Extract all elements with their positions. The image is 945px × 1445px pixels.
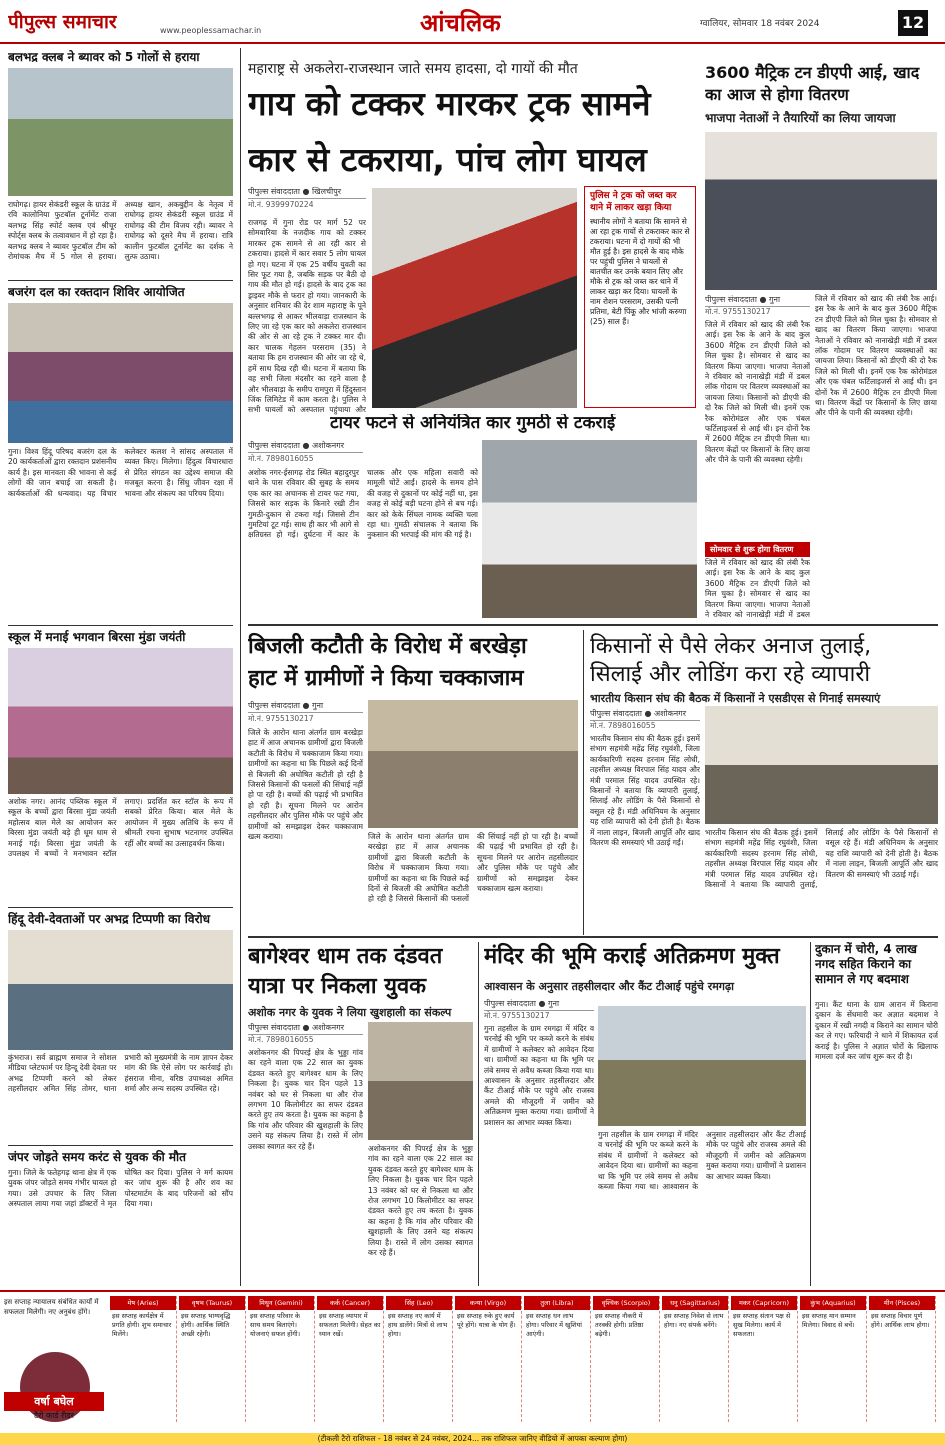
mid-story4-headline-line1: बागेश्वर धाम तक दंडवत <box>248 944 443 969</box>
mid-story2-headline-line2: हाट में ग्रामीणों ने किया चक्काजाम <box>248 666 524 691</box>
horoscope-footer: (टीकली टैरो राशिफल - 18 नवंबर से 24 नवंबर, 2024... तक राशिफल जानिए वीडियो में आपका कल्याण होगा) <box>0 1433 945 1445</box>
divider <box>8 625 233 626</box>
left-story3-body: अशोक नगर। आनंद पब्लिक स्कूल में स्कूल के बच्चों द्वारा बिरसा मुंडा जयंती महोत्सव बाल मेले का आयोजन कर बिरसा मुंडा जयंती बड़े ही धूम धाम से मनाई गई। बिरसा मुंडा जयंती के उपलक्ष्य में बच्चों ने मनभावन स्टॉल लगाए। प्रदर्शित कर स्टॉल के रूप में सबको प्रेरित किया। बाल मेले के आयोजन में मुख्य अतिथि के रूप में श्रीमती रचना सुभाष भटनागर उपस्थित रहीं और बच्चों का उत्साहवर्धन किया। <box>8 797 233 859</box>
lead-headline-line2: कार से टकराया, पांच लोग घायल <box>248 140 647 179</box>
horoscope-sign-text: इस सप्ताह नए कार्य में हाथ डालेंगे। मित्रों से लाभ होगा। <box>388 1312 448 1338</box>
divider <box>8 280 233 281</box>
right-story1-body-col2: जिले में रविवार को खाद की लंबी रैक आई। इस रैक के आने के बाद कुल 3600 मैट्रिक टन डीएपी जिले को मिल चुका है। सोमवार से खाद का वितरण किया जाएगा। भाजपा नेताओं ने रविवार को नानाखेड़ी मंडी में डबल लॉक गोदाम पर वितरण व्यवस्थाओं का जायजा लिया। किसानों को डीएपी की दो रैक जिले को मिली थी। इनमें एक रैक कोरोमंडल और एक चंबल फर्टिलाइजर्स से आई थी। इन दोनों रैक में 2600 मैट्रिक टन डीएपी मिला था। वितरण केंद्रों पर किसानों के लिए छाया और पीने के पानी की व्यवस्था रहेगी। <box>815 294 937 418</box>
horoscope-section <box>0 1290 945 1445</box>
lead-kicker: महाराष्ट्र से अकलेरा-राजस्थान जाते समय हादसा, दो गायों की मौत <box>248 61 578 77</box>
horoscope-sign-card <box>731 1296 798 1422</box>
mid-story4-body-cont: अशोकनगर की पिपरई क्षेत्र के भुड्डा गांव का रहने वाला एक 22 साल का युवक दंडवत करते हुए बागेश्वर धाम के लिए निकला है। युवक चार दिन पहले 13 नवंबर को घर से निकला था और रोज लगभग 10 किलोमीटर का सफर दंडवत करते हुए तय करता है। युवक का कहना है कि गांव और परिवार की खुशहाली के लिए उसने यह संकल्प लिया है। रास्ते में लोग उसका स्वागत कर रहे हैं। <box>368 1144 473 1258</box>
mid-story3-headline-line2: सिलाई और लोडिंग करा रहे व्यापारी <box>590 662 871 687</box>
mid-story1-mobile: मो.नं. 7898016055 <box>248 454 314 463</box>
horoscope-sign-card <box>662 1296 729 1422</box>
horoscope-sign-name: कन्या (Virgo) <box>455 1296 521 1310</box>
left-story5-body: गुना। जिले के फतेहगढ़ थाना क्षेत्र में एक युवक जंपर जोड़ते समय गंभीर घायल हो गया। उसे उपचार के लिए जिला अस्पताल लाया गया जहां डॉक्टरों ने मृत घोषित कर दिया। पुलिस ने मर्ग कायम कर जांच शुरू की है और शव का पोस्टमार्टम के बाद परिजनों को सौंप दिया गया। <box>8 1168 233 1209</box>
damaged-car-photo <box>482 440 697 618</box>
right-story1-body: जिले में रविवार को खाद की लंबी रैक आई। इस रैक के आने के बाद कुल 3600 मैट्रिक टन डीएपी जिले को मिल चुका है। सोमवार से खाद का वितरण किया जाएगा। भाजपा नेताओं ने रविवार को नानाखेड़ी मंडी में डबल लॉक गोदाम पर वितरण व्यवस्थाओं का जायजा लिया। किसानों को डीएपी की दो रैक जिले को मिली थी। इनमें एक रैक कोरोमंडल और एक चंबल फर्टिलाइजर्स से आई थी। इन दोनों रैक में 2600 मैट्रिक टन डीएपी मिला था। वितरण केंद्रों पर किसानों के लिए छाया और पीने के पानी की व्यवस्था रहेगी। <box>705 320 810 465</box>
column-rule <box>810 942 811 1286</box>
blood-donation-photo <box>8 303 233 443</box>
lead-mobile: मो.नं. 9399970224 <box>248 200 314 209</box>
horoscope-sign-name: धनु (Sagittarius) <box>662 1296 728 1310</box>
lead-photo-caption-title: पुलिस ने ट्रक को जब्त कर थाने में लाकर खड़ा किया <box>590 191 677 213</box>
columnist-name: वर्षा बघेल <box>4 1392 104 1411</box>
horoscope-sign-name: कर्क (Cancer) <box>317 1296 383 1310</box>
mid-story2-body-cont: जिले के आरोन थाना अंतर्गत ग्राम बरखेड़ा हाट में आज अचानक ग्रामीणों द्वारा बिजली कटौती के विरोध में चक्काजाम किया गया। ग्रामीणों का कहना था कि पिछले कई दिनों से बिजली की अघोषित कटौती हो रही है जिससे किसानों की फसलों की सिंचाई नहीं हो पा रही है। बच्चों की पढ़ाई भी प्रभावित हो रही है। सूचना मिलने पर आरोन तहसीलदार और पुलिस मौके पर पहुंचे और ग्रामीणों को समझाइश देकर चक्काजाम खत्म कराया। <box>368 832 578 904</box>
column-rule <box>478 942 479 1286</box>
mid-story5-mobile: मो.नं. 9755130217 <box>484 1011 550 1020</box>
right-story1-subhead2: सोमवार से शुरू होगा वितरण <box>705 542 810 557</box>
dateline: ग्वालियर, सोमवार 18 नवंबर 2024 <box>700 19 820 29</box>
horoscope-sign-name: मकर (Capricorn) <box>731 1296 797 1310</box>
horoscope-sign-name: मीन (Pisces) <box>869 1296 935 1310</box>
divider <box>248 936 938 938</box>
horoscope-sign-name: वृश्चिक (Scorpio) <box>593 1296 659 1310</box>
brand-logo[interactable]: पीपुल्स समाचार <box>8 11 117 33</box>
memorandum-photo <box>8 930 233 1050</box>
right-story1-byline: पीपुल्स संवाददाता ● गुना <box>705 294 810 307</box>
left-story2-body: गुना। विश्व हिंदू परिषद बजरंग दल के 20 कार्यकर्ताओं द्वारा रक्तदान प्रशंसनीय कार्य है। इस मानवता की भावना से कई लोगों की जान बचाई जा सकती है। कार्यकर्ताओं की धन्यवाद। यह विचार कलेक्टर कलश ने सांसद अस्पताल में व्यक्त किए। मिलेगा। हिंदुत्व विचारधारा से प्रेरित संगठन का उद्देश्य समाज की मजबूत करना है। सिंधु जीवन रक्षा में भावना और संकल्प का परिचय दिया। <box>8 447 233 498</box>
page-number: 12 <box>898 10 928 36</box>
website-link[interactable]: www.peoplessamachar.in <box>160 26 262 35</box>
divider <box>8 907 233 908</box>
mid-story3-byline: पीपुल्स संवाददाता ● अशोकनगर <box>590 708 700 721</box>
horoscope-sign-text: इस सप्ताह संतान पक्ष से सुख मिलेगा। कार्य में सफलता। <box>733 1312 791 1338</box>
dandvat-yatra-photo <box>368 1022 473 1140</box>
mid-story2-body: जिले के आरोन थाना अंतर्गत ग्राम बरखेड़ा हाट में आज अचानक ग्रामीणों द्वारा बिजली कटौती के विरोध में चक्काजाम किया गया। ग्रामीणों का कहना था कि पिछले कई दिनों से बिजली की अघोषित कटौती हो रही है जिससे किसानों की फसलों की सिंचाई नहीं हो पा रही है। बच्चों की पढ़ाई भी प्रभावित हो रही है। सूचना मिलने पर आरोन तहसीलदार और पुलिस मौके पर पहुंचे और ग्रामीणों को समझाइश देकर चक्काजाम खत्म कराया। <box>248 728 363 842</box>
mid-story3-headline-line1: किसानों से पैसे लेकर अनाज तुलाई, <box>590 634 872 659</box>
football-team-photo <box>8 68 233 196</box>
left-story3-headline: स्कूल में मनाई भगवान बिरसा मुंडा जयंती <box>8 630 186 644</box>
right-story1-headline: 3600 मैट्रिक टन डीएपी आई, खाद का आज से होगा वितरण <box>705 63 920 104</box>
mid-story4-mobile: मो.नं. 7898016055 <box>248 1035 314 1044</box>
horoscope-sign-text: इस सप्ताह भाग्यवृद्धि होगी। आर्थिक स्थिति अच्छी रहेगी। <box>181 1312 231 1338</box>
mid-story5-body-cont: गुना तहसील के ग्राम रमगढ़ा में मंदिर व चरनोई की भूमि पर कब्जे करने के संबंध में ग्रामीणों ने कलेक्टर को आवेदन दिया था। ग्रामीणों का कहना था कि भूमि पर लंबे समय से अवैध कब्जा किया गया था। आश्वासन के अनुसार तहसीलदार और कैंट टीआई मौके पर पहुंचे और राजस्व अमले की मौजूदगी में जमीन को अतिक्रमण मुक्त कराया गया। ग्रामीणों ने प्रशासन का आभार व्यक्त किया। <box>598 1130 806 1192</box>
horoscope-sign-card <box>593 1296 660 1422</box>
left-story1-headline: बलभद्र क्लब ने ब्यावर को 5 गोलों से हराया <box>8 50 200 64</box>
encroachment-removal-photo <box>598 1006 806 1126</box>
horoscope-sign-card <box>524 1296 591 1422</box>
right-story1-body-cont: जिले में रविवार को खाद की लंबी रैक आई। इस रैक के आने के बाद कुल 3600 मैट्रिक टन डीएपी जिले को मिल चुका है। सोमवार से खाद का वितरण किया जाएगा। भाजपा नेताओं ने रविवार को नानाखेड़ी मंडी में डबल <box>705 558 810 620</box>
lead-photo-caption <box>584 186 696 408</box>
horoscope-sign-card <box>248 1296 315 1422</box>
lead-byline: पीपुल्स संवाददाता ● खिलचीपुर <box>248 186 366 199</box>
mid-story4-subhead: अशोक नगर के युवक ने लिया खुशहाली का संकल्प <box>248 1006 452 1019</box>
mid-story4-byline: पीपुल्स संवाददाता ● अशोकनगर <box>248 1022 363 1035</box>
injured-victims-photo <box>372 188 577 408</box>
horoscope-sign-name: तुला (Libra) <box>524 1296 590 1310</box>
horoscope-sign-name: वृषभ (Taurus) <box>179 1296 245 1310</box>
horoscope-sign-name: सिंह (Leo) <box>386 1296 452 1310</box>
mid-story3-subhead: भारतीय किसान संघ की बैठक में किसानों ने एसडीएस से गिनाई समस्याएं <box>590 692 881 705</box>
right-story2-body: गुना। कैंट थाना के ग्राम आरान में किराना दुकान के सेंधमारी कर अज्ञात बदमाश ने दुकान में रखी नगदी व किराने का सामान चोरी कर ले गए। फरियादी ने थाने में शिकायत दर्ज कराई है। पुलिस ने अज्ञात चोरों के खिलाफ मामला दर्ज कर जांच शुरू कर दी है। <box>815 1000 938 1062</box>
left-story4-headline: हिंदू देवी-देवताओं पर अभद्र टिप्पणी का विरोध <box>8 912 210 926</box>
columnist-title: टैरो कार्ड रीडर <box>34 1411 74 1420</box>
mid-story5-subhead: आश्वासन के अनुसार तहसीलदार और कैंट टीआई पहुंचे रमगढ़ा <box>484 980 735 993</box>
birsa-munda-event-photo <box>8 648 233 794</box>
mid-story1-byline: पीपुल्स संवाददाता ● अशोकनगर <box>248 440 363 453</box>
column-rule <box>240 48 241 1286</box>
horoscope-sign-card <box>317 1296 384 1422</box>
lead-photo-caption-text: स्थानीय लोगों ने बताया कि सामने से आ रहा ट्रक गायों से टकराकर कार से टकराया। घटना में दो गायों की भी मौत हुई है। इस हादसे के बाद मौके पर पहुंची पुलिस ने घायलों से बातचीत कर उनके बयान लिए और मौके से ट्रक को जब्त कर थाने में लाकर खड़ा कर दिया। घायलों के नाम रोशन परसराम, उसकी पत्नी प्रतिमा, बेटी पिंकू और भांजी करुणा (25) साल हैं। <box>590 217 690 326</box>
section-title: आंचलिक <box>420 9 501 37</box>
mid-story2-mobile: मो.नं. 9755130217 <box>248 714 314 723</box>
mid-story2-byline: पीपुल्स संवाददाता ● गुना <box>248 700 363 713</box>
left-story2-headline: बजरंग दल का रक्तदान शिविर आयोजित <box>8 285 185 299</box>
right-story1-mobile: मो.नं. 9755130217 <box>705 307 771 316</box>
horoscope-intro: इस सप्ताह न्यायालय संबंधित कार्यों में सफलता मिलेगी। नए अनुबंध होंगे। <box>4 1298 99 1316</box>
right-story1-subhead: भाजपा नेताओं ने तैयारियों का लिया जायजा <box>705 111 896 125</box>
mid-story1-body: अशोक नगर-ईसागढ़ रोड स्थित बहादुरपुर थाने के पास रविवार की सुबह के समय एक कार का अचानक से टायर फट गया, जिससे कार सड़क के किनारे रखी टीन गुमठी-दुकान से टकरा गई। जिससे टीन गुमटियां टूट गई। साथ ही कार भी आगे से क्षतिग्रस्त हो गई। दुर्घटना में कार के चालक और एक महिला सवारी को मामूली चोटें आईं। हादसे के समय होने की वजह से दुकानों पर कोई नहीं था, इस वजह से कोई बड़ी घटना होने से बच गई। कार को केके सिंघल नामक व्यक्ति चला रहा था। गुमठी संचालक ने बताया कि नुकसान की भरपाई की मांग की गई है। <box>248 468 478 540</box>
horoscope-sign-card <box>455 1296 522 1422</box>
mid-story3-mobile: मो.नं. 7898016055 <box>590 721 656 730</box>
mid-story3-body-cont: भारतीय किसान संघ की बैठक हुई। इसमें संभाग सहमंत्री महेंद्र सिंह रघुवंशी, जिला कार्यकारिणी सदस्य हरनाम सिंह लोधी, तहसील अध्यक्ष विरपाल सिंह यादव और मंत्री परमाल सिंह यादव उपस्थित रहे। किसानों ने बताया कि व्यापारी तुलाई, सिलाई और लोडिंग के पैसे किसानों से वसूल रहे हैं। मंडी अधिनियम के अनुसार यह राशि व्यापारी को देनी होती है। बैठक में नाला लाइन, बिजली आपूर्ति और खाद वितरण की समस्याएं भी उठाई गईं। <box>705 828 938 890</box>
horoscope-sign-card <box>869 1296 936 1422</box>
horoscope-sign-card <box>386 1296 453 1422</box>
horoscope-sign-text: इस सप्ताह विचार पूर्ण होंगे। आर्थिक लाभ होगा। <box>871 1312 930 1329</box>
horoscope-sign-card <box>110 1296 177 1422</box>
right-story2-headline: दुकान में चोरी, 4 लाख नगद सहित किराने का सामान ले गए बदमाश <box>815 942 917 986</box>
column-rule <box>583 630 584 935</box>
mid-story5-byline: पीपुल्स संवाददाता ● गुना <box>484 998 594 1011</box>
mid-story5-body: गुना तहसील के ग्राम रमगढ़ा में मंदिर व चरनोई की भूमि पर कब्जे करने के संबंध में ग्रामीणों ने कलेक्टर को आवेदन दिया था। ग्रामीणों का कहना था कि भूमि पर लंबे समय से अवैध कब्जा किया गया था। आश्वासन के अनुसार तहसीलदार और कैंट टीआई मौके पर पहुंचे और राजस्व अमले की मौजूदगी में जमीन को अतिक्रमण मुक्त कराया गया। ग्रामीणों ने प्रशासन का आभार व्यक्त किया। <box>484 1024 594 1127</box>
horoscope-sign-card <box>800 1296 867 1422</box>
horoscope-sign-name: मेष (Aries) <box>110 1296 176 1310</box>
horoscope-sign-text: इस सप्ताह रुके हुए कार्य पूरे होंगे। यात्रा के योग हैं। <box>457 1312 516 1329</box>
horoscope-sign-text: इस सप्ताह कार्यक्षेत्र में प्रगति होगी। शुभ समाचार मिलेंगे। <box>112 1312 172 1338</box>
horoscope-sign-text: इस सप्ताह नौकरी में तरक्की होगी। प्रतिष्ठा बढ़ेगी। <box>595 1312 644 1338</box>
mid-story1-headline: टायर फटने से अनियंत्रित कार गुमठी से टकराई <box>330 414 616 433</box>
horoscope-sign-name: मिथुन (Gemini) <box>248 1296 314 1310</box>
horoscope-sign-text: इस सप्ताह व्यापार में सफलता मिलेगी। सेहत का ध्यान रखें। <box>319 1312 381 1338</box>
divider <box>8 1145 233 1146</box>
horoscope-sign-card <box>179 1296 246 1422</box>
horoscope-sign-text: इस सप्ताह निवेश से लाभ होगा। नए संपर्क बनेंगे। <box>664 1312 724 1329</box>
fertilizer-inspection-photo <box>705 132 937 290</box>
mid-story5-headline: मंदिर की भूमि कराई अतिक्रमण मुक्त <box>484 944 780 969</box>
mid-story4-body: अशोकनगर की पिपरई क्षेत्र के भुड्डा गांव का रहने वाला एक 22 साल का युवक दंडवत करते हुए बागेश्वर धाम के लिए निकला है। युवक चार दिन पहले 13 नवंबर को घर से निकला था और रोज लगभग 10 किलोमीटर का सफर दंडवत करते हुए तय करता है। युवक का कहना है कि गांव और परिवार की खुशहाली के लिए उसने यह संकल्प लिया है। रास्ते में लोग उसका स्वागत कर रहे हैं। <box>248 1048 363 1151</box>
left-story1-body: राघोगढ़। हायर सेकंडरी स्कूल के ग्राउंड में रवि कालोनिया फुटबॉल टूर्नामेंट राजा बलभद्र सिंह स्पोर्ट क्लब एवं श्रीचूर स्पोर्ट्स क्लब के तत्वावधान में हो रहा है। बलभद्र क्लब ने ब्यावर फुटबॉल टीम को रोमांचक मैच में 5 गोल से हराया। अध्यक्ष खान, अकबुद्दीन के नेतृत्व में राघोगढ़ हायर सेकंडरी स्कूल ग्राउंड में राघोगढ़ की टीम विजय रही। ब्यावर ने राघोगढ़ को दूसरे मैच में हराया। रात्रि कालीन फुटबॉल टूर्नामेंट का दर्शक ने लुत्फ उठाया। <box>8 200 233 262</box>
lead-body: राजगढ़ में गुना रोड पर मार्ग 52 पर सोमवारिया के नजदीक गाय को टक्कर मारकर ट्रक सामने से आ रही कार से टकराया। हादसे में कार सवार 5 लोग घायल हो गए। घटना में एक 25 वर्षीय युवती का सिर फूट गया है, जबकि सड़क पर बैठी दो गाय की मौत हो गई। हादसे के बाद ट्रक का ड्राइवर मौके से फरार हो गया। जानकारी के अनुसार शनिवार की देर शाम महाराष्ट्र के पूने बल्लभगढ़ से आकर भीलवाड़ा राजस्थान के लिए जा रहे एक कार को अकलेरा राजस्थान की ओर से आ रहे ट्रक ने टक्कर मार दी। कार चालक गेहलन परसराम (35) ने बताया कि हम राजस्थान की ओर जा रहे थे, हमें साथ दिख रही थी। घटना में बताया कि वह सभी जिला मंदसौर का रहने वाला है और भीलवाड़ा के समीप रामपुरा में हिंदुस्तान जिंक लिमिटेड में काम करता है। पुलिस ने सभी घायलों को अस्पताल पहुंचाया और <box>248 218 366 415</box>
lead-headline-line1: गाय को टक्कर मारकर ट्रक सामने <box>248 84 651 123</box>
left-story4-body: कुंभराज। सर्व ब्राह्मण समाज ने सोशल मीडिया प्लेटफार्म पर हिन्दू देवी देवता पर अभद्र टिप्पणी करने को लेकर तहसीलदार अमित सिंह तोमर, थाना प्रभारी को मुख्यमंत्री के नाम ज्ञापन देकर मांग की कि ऐसे लोग पर कार्रवाई हो। हंसराज मीना, वरिष्ठ उपाध्यक्ष अमित शर्मा और अन्य सदस्य उपस्थित रहे। <box>8 1053 233 1094</box>
horoscope-sign-name: कुंभ (Aquarius) <box>800 1296 866 1310</box>
mid-story2-headline-line1: बिजली कटौती के विरोध में बरखेड़ा <box>248 634 527 659</box>
mid-story3-body: भारतीय किसान संघ की बैठक हुई। इसमें संभाग सहमंत्री महेंद्र सिंह रघुवंशी, जिला कार्यकारिणी सदस्य हरनाम सिंह लोधी, तहसील अध्यक्ष विरपाल सिंह यादव और मंत्री परमाल सिंह यादव उपस्थित रहे। किसानों ने बताया कि व्यापारी तुलाई, सिलाई और लोडिंग के पैसे किसानों से वसूल रहे हैं। मंडी अधिनियम के अनुसार यह राशि व्यापारी को देनी होती है। बैठक में नाला लाइन, बिजली आपूर्ति और खाद वितरण की समस्याएं भी उठाई गईं। <box>590 734 700 848</box>
mid-story4-headline-line2: यात्रा पर निकला युवक <box>248 974 427 999</box>
horoscope-sign-text: इस सप्ताह परिवार के साथ समय बिताएंगे। योजनाएं सफल होंगी। <box>250 1312 301 1338</box>
divider <box>248 624 938 626</box>
horoscope-sign-text: इस सप्ताह धन लाभ होगा। परिवार में खुशियां आएंगी। <box>526 1312 582 1338</box>
horoscope-sign-text: इस सप्ताह मान सम्मान मिलेगा। विवाद से बचें। <box>802 1312 856 1329</box>
kisan-meeting-photo <box>705 706 938 824</box>
left-story5-headline: जंपर जोड़ते समय करंट से युवक की मौत <box>8 1150 186 1164</box>
protest-photo <box>368 700 578 828</box>
